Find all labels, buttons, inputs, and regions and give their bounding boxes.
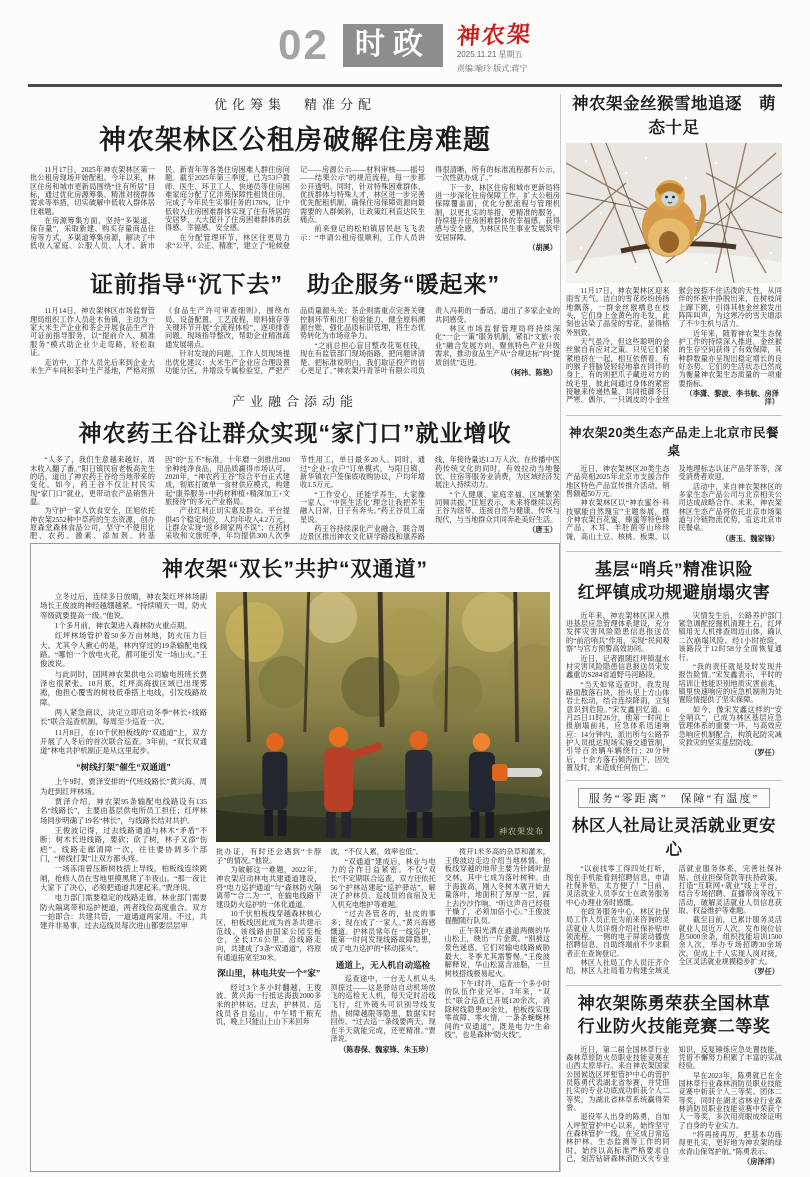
column-divider bbox=[560, 94, 561, 1172]
page-header bbox=[0, 21, 810, 75]
body-paragraph: 在房源筹集方面，坚持“多渠道、保存量”，采取新建、购买存量商品住房等方式，多渠道筹集房源，解决了中低收入家庭、公服人员、人才、新市民、新青年等各类住房困难人群住房问题。截至2025年第三季度，已为53户教师、医生、环卫工人、快递员等住房困难家庭分配了亿沣苑保障性租赁住房，完成了今年民生实事任务的176%，让中低收入住房困难群体实现了住有所居的安居梦，大大提升了住房困难群体的获得感、幸福感、安全感。 bbox=[30, 166, 290, 251]
body-paragraph: 近日，记者跟随红坪镇温水村灾害风险隐患信息报送员宋发鑫重访S284省道野马河路段。 bbox=[566, 654, 670, 680]
article-byline: （柯祎、陈艳） bbox=[506, 368, 557, 377]
body-paragraph: 下一步，林区住房和城市更新局将进一步深化住房保障工作，扩大公租房保障覆盖面，优化分配流程与管理机制，以更扎实的举措、更精准的服务，持续提升住房困难群体的幸福感、获得感与安全感，为林区民生事业发展筑牢安居屏障。 bbox=[435, 183, 560, 242]
article-headline: 神农架20类生态产品走上北京市民餐桌 bbox=[569, 425, 779, 458]
article-divider bbox=[566, 415, 782, 416]
body-paragraph: 产业红利正切实惠及群众。平台提供45个稳定岗位，人均年收入4.2万元，让群众实现“返乡顾家两不误”；在药材采收和文旅旺季，年均提供300人次季节性用工，单日最多20人。同时，通过“企业+农户”订单模式，与阳日镇、新华镇农户签保底收购协议，户均年增收1.5万元。 bbox=[165, 456, 425, 541]
body-paragraph: 巡查途中，一台无人机从头顶掠过——这是驿站自动机场放飞的巡检无人机，每天定时沿线飞行，红外镜头可识别导线发热、树障越限等隐患，数据实时回传。“过去巡一条线要两天，现在半天就能完成，还更精准。”贾泽说。 bbox=[330, 975, 436, 1044]
headline-line-1: 神农架陈勇荣获全国林草 bbox=[577, 993, 771, 1013]
article-headline: 神农架“双长”共护“双通道” bbox=[162, 558, 428, 581]
patrol-photo bbox=[216, 592, 550, 842]
article-service bbox=[30, 266, 560, 377]
body-paragraph: 一场冻雨曾压断树枝搭上导线，柏板线连续跳闸，抢修人员在雪地里摸黑爬了半夜山。“那一夜让大家下了决心，必须把通道共建起来。”贾泽说。 bbox=[40, 864, 207, 893]
body-paragraph: “双通道”建成后，林业与电力的合作日益紧密。不仅“双长”不定期联合巡查，双方还依托56个护林站建起“巡护驿站”，解决了护林员、巡线员的食宿及无人机充电维护等难题。 bbox=[330, 857, 436, 909]
body-paragraph: “将再接再厉，把基本功练得更扎实，更好地为神农架的绿水青山保驾护航。”陈勇表示。 bbox=[678, 1131, 782, 1156]
headline-line-2: 行业防火技能竞赛二等奖 bbox=[577, 1016, 771, 1036]
body-paragraph: 11月8日，在10千伏柏板线的“双通道”上，双方开展了入冬后的首次联合巡查。3年前，“双长双通道”林电共护机制正是从这里起步。 bbox=[40, 727, 207, 756]
article-headline bbox=[566, 993, 782, 1039]
masthead-logo: 神农架 bbox=[455, 21, 533, 50]
article-headline: 神农药王谷让群众实现“家门口”就业增收 bbox=[78, 420, 512, 447]
article-left-column bbox=[40, 592, 207, 1158]
body-paragraph: 与此同时，国网神农架供电公司输电班班长贾泽也很紧张。10月底，红坪高海拔区域已出现雾凇，他担心覆雪的树枝低垂搭上电线，引发线路故障。 bbox=[40, 669, 207, 707]
article-body bbox=[30, 166, 560, 252]
body-paragraph: “以前找零工得四处打听，现在手机能看到招聘信息，申请社保补贴，太方便了！”日前，灵活就业人员李女士在政务服务中心办理业务时感慨。 bbox=[566, 865, 670, 907]
body-paragraph: 两人紧急商议，决定立即启动冬季“林长+线路长”联合巡查机制，每周至少巡查一次。 bbox=[40, 707, 207, 727]
header-rule bbox=[28, 84, 782, 87]
body-paragraph: 林区市场监督管理局将持续深化“一企一策”服务机制，紧扣“文旅+农业”融合发展方向，聚焦特色产业升级需求，推动食品生产从“合规达标”向“提质创优”迈进。 bbox=[435, 325, 560, 367]
body-paragraph: 截至目前，已累计服务灵活就业人员近万人次，发布岗位信息5000余条，组织技能培训1500余人次，举办专场招聘30余场次，促成上千人实现人岗对接，全区灵活就业规模稳步扩大。 bbox=[678, 916, 782, 967]
body-paragraph: 正午阳光洒在通道两侧的华山松上，映出一片金黄。“别被这景色迷惑，它们对输电线路威胁最大，冬季尤其需警惕。”王俊波解释说，华山松富含油脂，一旦树枝搭线极易起火。 bbox=[444, 926, 550, 978]
forest-patrol-illustration bbox=[216, 592, 550, 842]
article-employment bbox=[566, 788, 782, 976]
body-paragraph: 针对发现的问题，工作人员现场提出优化建议：大米生产企业应合理设置功能分区，并增设专属检验室，严把产品质量源头关；茶企则需重点完善关键控制环节和出厂检验能力，健全原料溯源台账，强化品质标识管理，将生态优势转化为市场竞争力。 bbox=[165, 307, 425, 375]
article-byline: （陈春保、魏家锋、朱玉珍） bbox=[339, 1046, 433, 1055]
body-paragraph: “当天如常巡查时，我发现路面散落石块，抬头见上方山体岩土松动，结合连续降雨，立刻意识到危险。”宋发鑫回忆道。6月25日11时26分，他第一时间上报崩塌前兆，应急体系迅速响应：14分钟内，派出所与公路养护人员抵达现场实施交通管制，引导百余辆车辆绕行；20分钟后，十余方落石倾泻而下，因处置及时，未造成任何伤亡。 bbox=[566, 680, 670, 772]
masthead bbox=[455, 21, 533, 75]
date-line: 2025.11.21 星期五 bbox=[456, 50, 523, 59]
article-byline: （罗任） bbox=[750, 749, 779, 758]
article-byline: （李潇、黎波、李书航、房泽洋） bbox=[685, 390, 779, 407]
body-paragraph: 近年来，神农架林区深入推进基层应急管理体系建设，充分发挥灾害风险隐患信息报送员的“前沿哨兵”作用，实现“民间观察”与官方预警高效协同。 bbox=[566, 611, 670, 654]
body-paragraph: 前来登记的松柏镇居民赵飞飞表示：“申请公租房很顺利，工作人员讲得很清晰，所有的标准流程都有公示，一次性就办成了。” bbox=[300, 166, 560, 242]
page-number: 02 bbox=[278, 21, 329, 68]
article-eco-products bbox=[566, 423, 782, 543]
article-kicker: 产业融合添动能 bbox=[231, 394, 358, 410]
article-byline: （唐玉、魏家锋） bbox=[721, 534, 779, 543]
article-subhead: 深山里，林电共安一个“家” bbox=[217, 968, 321, 979]
body-paragraph: 神农架林区以“神农蜜谷·科技赋能自然瑰宝”主题参展，推介神农架百花蜜、臻蜜等特色蜂产品，木耳、羊肚菌等山珍珍馐，高山土豆、核桃、板栗，以及地理标志认证产品芽茶等，深受消费者欢迎。 bbox=[566, 464, 782, 541]
body-paragraph: 在分配管理环节，林区住更局力求“公平、公正、精准”，建立了“轮候登记——房源公示——材料审核——摇号——结果公示”的规范流程，每一步都公开透明。同时，针对特殊困难群体、优抚群体与特殊人才，林区进一步完善优先配租机制，确保住房保障资源向最需要的人群倾斜，让政策红利直达民生痛点。 bbox=[165, 166, 425, 251]
body-paragraph: 11月17日，2025年神农架林区第一批公租房现场开始配租。今年以来，林区住房和城市更新局围绕“住有所居”目标，通过优化房源筹集、精准对接群体需求等举措，切实破解中低收入群体居住难题。 bbox=[30, 166, 155, 216]
article-byline: （房泽洋） bbox=[743, 1158, 779, 1167]
body-paragraph: 王俊波记得，过去线路通道与林木“矛盾”不断：树木长进线路，要砍；砍了树，林子又添“伤疤”。线路走廊清障一次，往往要协调多个部门，“树线打架”让双方都头疼。 bbox=[40, 826, 207, 864]
article-monkey bbox=[566, 90, 782, 407]
article-body bbox=[30, 307, 560, 377]
article-body bbox=[566, 287, 782, 407]
body-paragraph: 近日，神农架林区20类生态产品亮相2025年北京市支援合作地区特色产品宣传推介活动，销售额超50万元。 bbox=[566, 464, 670, 498]
body-paragraph: 天气虽冷，但这些聪明的金丝猴自有应对之策。只见它们紧紧地挤在一起，相互依偎着。有的猴子将脑袋轻轻地靠在同伴的身上，有的则把爪子藏进对方的绒毛里，彼此间通过身体的紧密接触来传递热量，共同抵御冬日严寒。偶尔，一只调皮的小金丝猴会按捺不住活泼的天性，从同伴的怀抱中挣脱出来，在树枝间上蹿下跳，引得其他金丝猴发出阵阵叫声，为这寒冷的雪天增添了不少生机与活力。 bbox=[566, 287, 782, 405]
body-paragraph: 药王谷持续深化产业融合，联合周边景区推出神农文化研学路线和康养路线，年接待量达1.2万人次。在传播中医药传统文化的同时，有效拉动当地餐饮、住宿等服务业消费，为区域经济发展注入持续动力。 bbox=[300, 456, 560, 542]
article-byline: （唐玉） bbox=[528, 525, 557, 534]
article-housing bbox=[30, 94, 560, 252]
article-body bbox=[566, 1046, 782, 1167]
headline-line-2: 红坪镇成功规避崩塌灾害 bbox=[577, 582, 771, 602]
body-paragraph: 灾情发生后，公路养护部门紧急调配挖掘机清理土石，红坪镇用无人机排查周边山体，确认二次崩塌风险。经1小时抢险，该路段于12时58分全面恢复通行。 bbox=[678, 611, 782, 662]
article-herb-valley bbox=[30, 391, 560, 541]
article-divider bbox=[566, 551, 782, 552]
article-column-a bbox=[216, 848, 321, 1150]
article-headline: 神农架金丝猴雪地追逐 萌态十足 bbox=[572, 95, 776, 137]
article-subhead: “树线打架”催生“双通道” bbox=[76, 761, 171, 772]
article-body bbox=[566, 465, 782, 543]
body-paragraph: “之前总担心盲目整改花冤枉钱，现在有监管部门现场指路，把问题讲清楚、把标准说明白，我们取证投产的信心更足了。”神农架丹青茶叶有限公司负责人冯莉的一番话，道出了多家企业的共同感受。 bbox=[300, 307, 560, 375]
article-byline: （罗任） bbox=[750, 968, 779, 977]
body-paragraph: 活动中，来自神农架林区的多家生态产品公司与北京相关公司达成战略合作。未来，神农架林区生态产品将依托北京市场渠道与冷链物流优势，直达北京市民餐桌。 bbox=[678, 482, 782, 533]
headline-line-1: 基层“哨兵”精准识险 bbox=[595, 559, 753, 579]
body-paragraph: 1个多月前，神农架进入森林防火重点期。 bbox=[54, 620, 192, 630]
body-paragraph: 退役军人出身的陈勇，自加入坪堑管护中心以来，始终坚守在森林管护一线。在完成日常巡林护林、生态监测等工作的同时，始终以高标准严格要求自己，刻苦钻研森林消防灭火专业知识，反复锤炼应急处置技能，凭借不懈努力积累了丰富的实战经验。 bbox=[566, 1045, 782, 1164]
body-paragraph: 拨开1米多高的杂草和灌木，王俊波边走边介绍当地林情。柏板线穿越的地带主要为针阔叶混交林，其中七成为落叶树种。由于海拔高，刚入冬树木就开始大量落叶，地面积了厚厚一层，踩上去沙沙作响。“听这声音已经很干燥了，必须加倍小心。”王俊波提醒随行队员。 bbox=[444, 848, 550, 926]
body-paragraph: 下午1时许，巡查一个多小时的队伍作业完毕。3年来，“双长”联合巡查已开展120余次，消除树线隐患80余处，柏板线实现零故障、零火情，一条条蜿蜒林间的“双通道”，既是电力“生命线”，也是森林“防火线”。 bbox=[444, 979, 550, 1040]
photo-watermark: 神农架发布 bbox=[499, 827, 544, 836]
body-paragraph: 在政务服务中心，林区社保局工作人员正在为前来咨询的灵活就业人员详细介绍社保补贴申领流程。一侧的电子屏滚动播放招聘信息，自助终端前不少求职者正在查询登记。 bbox=[566, 908, 670, 958]
body-paragraph: “工作安心，还能学养生，大家像一家人。‘中医生活化’理念让我把养生融入日常，日子有奔头。”药王谷员工南星说。 bbox=[300, 490, 425, 524]
section-title: 时政 bbox=[343, 24, 443, 67]
article-headline: 林区人社局让灵活就业更安心 bbox=[572, 817, 776, 860]
article-sentinel bbox=[566, 559, 782, 772]
body-paragraph: “我的责任就是及时发现并报告险情。”宋发鑫表示，平时的培训让他能识别地质灾害前兆，镇里快速响应的应急机制则为处置险情提供了坚实保障。 bbox=[678, 662, 782, 705]
body-paragraph: 红坪林场管护着50多万亩林地，防火压力巨大。尤其令人揪心的是，林内穿过的19条输配电线路。“哪怕一个放电火花，都可能引发一场山火。”王俊波说。 bbox=[40, 631, 207, 669]
staff-line: 责编:喻玲 版式:蒋宁 bbox=[456, 64, 528, 73]
side-column bbox=[566, 90, 782, 1166]
article-headline: 神农架林区公租房破解住房难题 bbox=[99, 125, 491, 155]
article-body bbox=[566, 865, 782, 976]
article-byline: （胡溪） bbox=[528, 244, 557, 253]
body-paragraph: 11月17日，神农架林区迎来雨雪天气。洁白的雪花纷纷扬扬地飘落，一群金丝猴栖息在枝头，它们身上金黄色的毛发，此刻也沾染了晶莹的雪花，显得格外别致。 bbox=[566, 287, 670, 337]
main-column bbox=[30, 94, 560, 556]
article-divider bbox=[566, 780, 782, 781]
article-body bbox=[566, 612, 782, 773]
article-body bbox=[30, 456, 560, 541]
body-paragraph: 经过3个多小时翻越，王俊波、黄兴海一行抵达海拔2000多米的护林站。过去，护林员、巡线员各自巡山，中午啃干粮充饥，晚上只能山上山下来回奔 bbox=[216, 983, 322, 1027]
body-paragraph: 电力部门需要稳定的线路走廊，林业部门需要防火隔离带和巡护便道，两者线位高度重合。双方一拍即合：共建共管，一道通道两家用。不过，共建并非易事，过去巡线员每次进山都要层层审 bbox=[40, 893, 207, 931]
body-paragraph: 近年来，随着神农架生态保护工作的持续深入推进，金丝猴的生存空间获得了有效保障，其种群数量亦呈现出稳定增长的良好态势。它们的生活状态已然成为衡量神农架生态质量的一项重要指标。 bbox=[678, 329, 782, 388]
article-dual-corridor bbox=[30, 543, 560, 1172]
body-paragraph: 上午9时，贾泽安排的“代班线路长”黄兴海、周为赶到红坪林场。 bbox=[40, 777, 207, 796]
article-kicker: 优化筹集 精准分配 bbox=[213, 97, 376, 112]
monkey-photo bbox=[566, 143, 782, 283]
body-paragraph: 为守护一家人饮食安全，匡旭依托神农架2552种中草药的生态资源，创办原森堂森林食品公司，坚守“不使用化肥、农药、激素、添加剂、转基因”的“五不”标准，十年磨一剑推出200余种纯净食品，用品质赢得市场认可。2020年，“神农药王谷”综合平台正式建成，彻底打破单一食材供应模式，构建起“康养服务+中药材种植+精深加工+文旅接待”的多元产业格局。 bbox=[30, 456, 290, 541]
snow-monkey-illustration bbox=[566, 143, 782, 283]
body-paragraph: 立冬过后，连续多日放晴，神农架红坪林场副场长王俊波的神经越绷越紧。“持续晴天一周，防火等级就要提高一级。”他说。 bbox=[40, 592, 207, 620]
body-paragraph: 贾泽介绍，神农架95条输配电线路设有135名“线路长”，主要由基层供电所员工担任；红坪林场同步明确了19名“林长”，与线路长结对共护。 bbox=[40, 797, 207, 825]
body-paragraph: 10千伏柏板线穿越森林核心区，柏板线因此成为首条共建示范线。该线路由国家公园至板仓，全长17.6公里。沿线路走向，共建成了3条“双通道”，将原有通道拓宽至30米。 bbox=[216, 910, 322, 962]
body-paragraph: 11月14日，神农架林区市场监督管理局组织工作人员赴木鱼镇，主动为一家大米生产企业和茶企开展食品生产许可证前指导服务，以“提前介入、精准服务”模式助企业少走弯路，轻松取证。 bbox=[30, 307, 155, 358]
body-paragraph: “过去各管各的，扯皮的事多；现在成了一家人。”黄兴海感慨道。护林员常年在一线巡护，能第一时间发现线路故障隐患，成了电力巡护的“移动探头”。 bbox=[330, 910, 436, 954]
body-paragraph: “个人健康、家庭幸福、区域繁荣同频共振。”匡旭表示，未来将继续以药王谷为纽带，连接自然与健康、传统与现代，与当地群众共同奔赴美好生活。 bbox=[435, 490, 560, 524]
body-paragraph: 为破解这一难题，2022年，神农架启动林电共建通道建设，将“电力巡护通道”与“森林防火隔离带”“合二为一”，在输电线路下建设防火巡护的一体化通道。 bbox=[216, 866, 322, 909]
article-headline: 证前指导“沉下去” 助企服务“暖起来” bbox=[90, 271, 500, 298]
article-kicker: 服务“零距离” 保障“有温度” bbox=[578, 788, 771, 808]
article-divider bbox=[566, 985, 782, 986]
body-paragraph: 走访中，工作人员先后来到企业大米生产车间和茶叶生产基地，严格对照《食品生产许可审查细则》，围绕布局、设备配置、工艺流程、原料储存等关键环节开展“全流程体检”，逐项排查问题，现场指导整改，帮助企业精准疏通发展堵点。 bbox=[30, 307, 290, 375]
article-subhead: 通道上，无人机自动巡检 bbox=[335, 959, 431, 970]
body-paragraph: 波，“不仅人累，效率也低”。 bbox=[330, 848, 423, 856]
article-column-c bbox=[445, 848, 550, 1150]
article-column-b bbox=[330, 848, 435, 1150]
body-paragraph: 早在2023年，陈勇就已在全国林草行业森林消防员职业技能竞赛中斩获个人三等奖、团体二等奖，同时在湖北省林业行业森林消防员职业技能竞赛中荣获个人一等奖，多次用亮眼成绩证明了自身的专业实力。 bbox=[678, 1071, 782, 1130]
article-headline bbox=[566, 559, 782, 605]
body-paragraph: “人多了，我们生意越来越好，周末收入翻了番。”阳日镇民宿老板高先生的话，道出了神农药王谷给当地带来的变化。如今，药王谷不仅让村民实现“家门口”就业，更带动农产品销售升温。 bbox=[30, 456, 155, 506]
body-paragraph: 林区人社局工作人员汪齐介绍，林区人社局着力构建全域灵活就业服务体系，完善社保补贴、创业担保贷款等扶持政策，打造“互联网+就业”线上平台，结合专场招聘、直播带岗等线下活动，破解灵活就业人员信息获取、权益维护等难题。 bbox=[566, 865, 782, 976]
body-paragraph: 批办证，有时还会遇到“卡脖子”的情况。”他说。 bbox=[216, 848, 322, 865]
body-paragraph: 近日，第二届全国林草行业森林草原防火员职业技能竞赛在山西太原举行。来自神农架国家公园候选区坪堑管护中心的管护员陈勇代表湖北省参赛，并凭借扎实的专业功底成功斩获个人二等奖，为湖北省林草系统赢得荣誉。 bbox=[566, 1045, 670, 1113]
article-fire-award bbox=[566, 993, 782, 1167]
body-paragraph: 如今，像宋发鑫这样的“安全哨兵”，已成为林区基层应急管理体系的重要一环，与高效应急响应机制配合，构筑起防灾减灾救灾的坚实基层防线。 bbox=[678, 705, 782, 747]
